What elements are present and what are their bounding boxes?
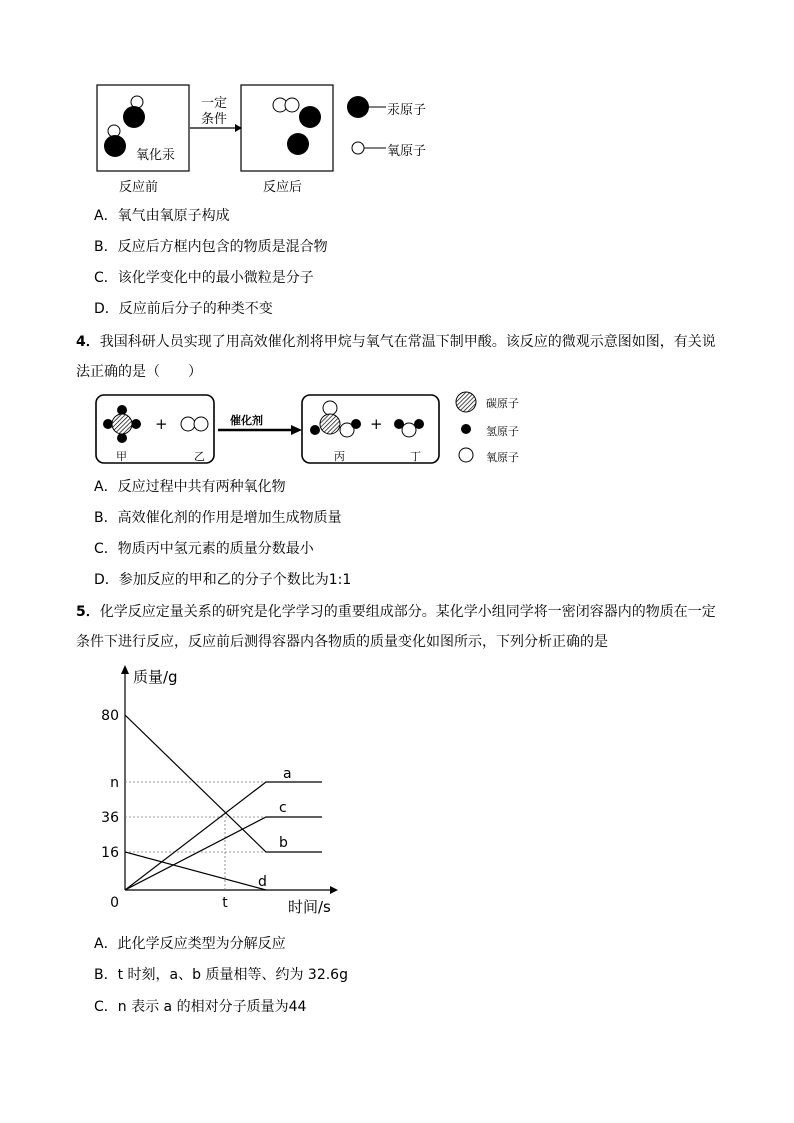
plus-sign-2: + bbox=[370, 415, 383, 433]
series-a-line bbox=[125, 782, 322, 890]
label-bing: 丙 bbox=[334, 450, 345, 463]
catalyst-label: 催化剂 bbox=[230, 414, 263, 427]
box1-label: 氧化汞 bbox=[136, 148, 176, 163]
legend-c-label: 碳原子 bbox=[486, 397, 519, 410]
q5-option-c: C．n 表示 a 的相对分子质量为44 bbox=[94, 999, 307, 1015]
y-tick-80: 80 bbox=[101, 708, 119, 724]
oxygen-atom-icon bbox=[323, 401, 337, 415]
legend-o-label: 氧原子 bbox=[387, 144, 427, 159]
hydrogen-atom-icon bbox=[351, 419, 361, 429]
hydrogen-atom-icon bbox=[414, 419, 424, 429]
q4-text: 我国科研人员实现了用高效催化剂将甲烷与氧气在常温下制甲酸。该反应的微观示意图如图，有关说法正确的是（ ） bbox=[76, 334, 716, 380]
q5-option-b: B．t 时刻，a、b 质量相等、约为 32.6g bbox=[94, 967, 348, 983]
q4-option-c: C．物质丙中氢元素的质量分数最小 bbox=[94, 541, 314, 557]
y-tick-n: n bbox=[110, 775, 119, 791]
q3-option-b: B．反应后方框内包含的物质是混合物 bbox=[94, 239, 328, 255]
q3-option-d: D．反应前后分子的种类不变 bbox=[94, 301, 273, 317]
q4-stem bbox=[76, 327, 726, 387]
mass-time-chart bbox=[90, 660, 350, 920]
series-d-label: d bbox=[258, 874, 267, 890]
legend-h-label: 氢原子 bbox=[486, 425, 519, 438]
label-yi: 乙 bbox=[194, 450, 205, 463]
q4-option-b: B．高效催化剂的作用是增加生成物质量 bbox=[94, 510, 342, 526]
hydrogen-atom-icon bbox=[310, 425, 320, 435]
x-axis-arrow-icon bbox=[330, 886, 338, 894]
oxygen-atom-icon bbox=[194, 417, 208, 431]
legend-mercury-icon bbox=[347, 96, 369, 118]
q4-option-d: D．参加反应的甲和乙的分子个数比为1:1 bbox=[94, 572, 352, 588]
legend-oxygen-icon bbox=[459, 448, 473, 462]
oxygen-atom-icon bbox=[402, 423, 416, 437]
mercury-atom-icon bbox=[104, 135, 126, 157]
legend-oxygen-icon bbox=[352, 142, 364, 154]
q5-stem bbox=[76, 597, 726, 657]
mercury-atom-icon bbox=[299, 106, 321, 128]
series-b-label: b bbox=[279, 835, 288, 851]
mercury-atom-icon bbox=[123, 106, 145, 128]
legend-carbon-icon bbox=[456, 392, 476, 412]
q4-option-a: A．反应过程中共有两种氧化物 bbox=[94, 479, 286, 495]
q4-number: 4． bbox=[76, 334, 100, 350]
box-after bbox=[241, 85, 333, 171]
y-tick-16: 16 bbox=[101, 845, 119, 861]
q5-number: 5． bbox=[76, 604, 100, 620]
caption-before: 反应前 bbox=[119, 180, 159, 195]
q3-option-a: A．氧气由氧原子构成 bbox=[94, 208, 230, 224]
y-axis-title: 质量/g bbox=[133, 668, 178, 686]
arrow-head-icon bbox=[291, 425, 302, 435]
mercury-atom-icon bbox=[287, 133, 309, 155]
legend-hydrogen-icon bbox=[461, 424, 471, 434]
oxygen-atom-icon bbox=[181, 417, 195, 431]
series-a-label: a bbox=[283, 766, 292, 782]
label-jia: 甲 bbox=[116, 450, 127, 463]
caption-after: 反应后 bbox=[263, 180, 303, 195]
q5-text: 化学反应定量关系的研究是化学学习的重要组成部分。某化学小组同学将一密闭容器内的物质在一定条件下进行反应，反应前后测得容器内各物质的质量变化如图所示，下列分析正确的是 bbox=[76, 604, 716, 650]
series-d-line bbox=[125, 852, 266, 890]
carbon-atom-icon bbox=[320, 414, 340, 434]
y-axis-arrow-icon bbox=[121, 665, 129, 674]
oxygen-atom-icon bbox=[285, 98, 299, 112]
x-tick-t: t bbox=[222, 895, 228, 911]
carbon-atom-icon bbox=[112, 414, 132, 434]
y-tick-36: 36 bbox=[101, 810, 119, 826]
plus-sign-1: + bbox=[155, 415, 168, 433]
legend-o-label: 氧原子 bbox=[486, 451, 519, 464]
label-ding: 丁 bbox=[410, 450, 421, 463]
arrow-top-label: 一定 bbox=[201, 96, 228, 111]
q5-option-a: A．此化学反应类型为分解反应 bbox=[94, 936, 286, 952]
legend-hg-label: 汞原子 bbox=[387, 103, 427, 118]
q3-option-c: C．该化学变化中的最小微粒是分子 bbox=[94, 270, 314, 286]
series-c-label: c bbox=[279, 800, 287, 816]
series-b-line bbox=[125, 715, 322, 852]
origin-label: 0 bbox=[110, 895, 119, 911]
hydrogen-atom-icon bbox=[394, 419, 404, 429]
x-axis-title: 时间/s bbox=[288, 898, 331, 916]
arrow-bottom-label: 条件 bbox=[201, 112, 228, 127]
